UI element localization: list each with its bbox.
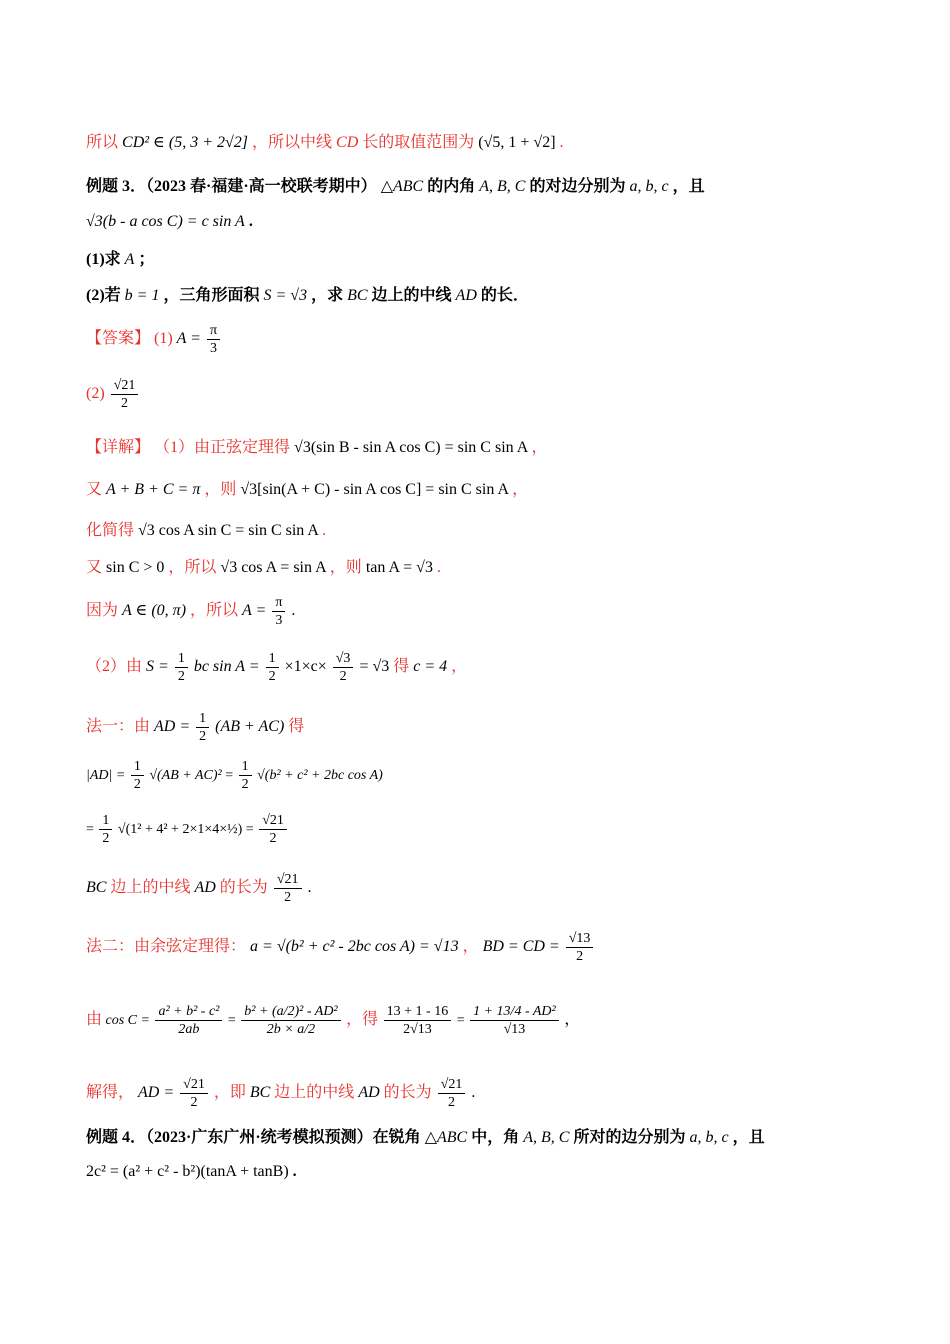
math: sin C > 0 (106, 559, 165, 576)
math: √3 cos A sin C = sin C sin A (138, 522, 319, 539)
text: ，求 (311, 287, 344, 304)
math: 2c² = (a² + c² - b²)(tanA + tanB) (86, 1163, 289, 1180)
math: CD (336, 134, 359, 151)
text: ，即 (213, 1084, 246, 1101)
denominator: 2 (269, 831, 277, 847)
text: (2) (86, 385, 105, 402)
math: △ABC (424, 1129, 468, 1146)
example-3-equation (86, 212, 253, 232)
text: （1）由正弦定理得 (154, 439, 291, 456)
example-4-title (86, 1128, 765, 1148)
text: 所以 (86, 134, 119, 151)
text: ，且 (672, 178, 705, 195)
math: b = 1 (124, 287, 160, 304)
denominator: 2 (121, 395, 128, 411)
text: . (291, 602, 296, 620)
text: 法二：由余弦定理得： (86, 938, 247, 955)
text: 长的取值范围为 (362, 134, 475, 151)
math: AD (455, 287, 477, 304)
math: △ABC (380, 178, 424, 195)
text: ； (138, 251, 155, 268)
question-2 (86, 286, 529, 306)
range-conclusion-line (86, 133, 564, 153)
math: cos C = (105, 1013, 150, 1028)
math: a, b, c (689, 1129, 729, 1146)
text: ，则 (329, 559, 362, 576)
method-1-substitution (86, 810, 289, 850)
numerator: 13 + 1 - 16 (384, 1003, 452, 1021)
text: ，所以 (190, 602, 239, 620)
denominator: 2 (133, 777, 141, 793)
math: = (227, 1013, 236, 1028)
fraction (207, 322, 220, 357)
text: 边上的中线 (274, 1084, 355, 1101)
math: a, b, c (629, 178, 669, 195)
numerator: 1 (196, 710, 209, 728)
text: 由 (86, 1011, 103, 1028)
method-1-vector-length (86, 756, 383, 796)
fraction (333, 650, 354, 685)
math: = (245, 822, 254, 837)
text: (2)若 (86, 287, 121, 304)
text: 边上的中线 (110, 879, 191, 896)
text: 所对的边分别为 (573, 1129, 686, 1146)
denominator: 2 (268, 668, 276, 684)
math: A, B, C (479, 178, 526, 195)
method-2-cosine (86, 994, 580, 1047)
numerator: 1 (175, 650, 188, 668)
math: A ∈ (0, π) (122, 602, 187, 620)
part-2-area (86, 645, 467, 689)
math: A = (242, 602, 267, 620)
numerator: √21 (438, 1076, 466, 1094)
text: . (559, 134, 564, 151)
fraction (155, 1003, 222, 1038)
numerator: √21 (111, 377, 139, 395)
text: (1) (154, 330, 173, 348)
math: A (124, 251, 135, 268)
text: 的长为 (219, 879, 268, 896)
answer-2 (86, 374, 140, 414)
text: ，三角形面积 (163, 287, 260, 304)
numerator: 1 (266, 650, 279, 668)
denominator: 2 (576, 948, 584, 964)
numerator: π (272, 594, 285, 612)
math: AD = (138, 1084, 175, 1101)
fraction (259, 812, 287, 847)
fraction (438, 1076, 466, 1111)
fraction (99, 812, 112, 847)
denominator: 2√13 (403, 1022, 432, 1038)
text: 得 (393, 658, 410, 675)
text: . (307, 879, 312, 896)
text: ， (462, 938, 479, 955)
fraction (175, 650, 188, 685)
example-4-equation (86, 1162, 297, 1182)
math: (AB + AC) (215, 718, 285, 735)
text: . (292, 1163, 297, 1180)
text: (1)求 (86, 251, 121, 268)
math: BC (249, 1084, 271, 1101)
text: 中，角 (471, 1129, 520, 1146)
fraction (384, 1003, 452, 1038)
numerator: 1 (239, 758, 252, 776)
math: S = √3 (263, 287, 308, 304)
detail-label: 【详解】 (86, 439, 151, 456)
text: （2）由 (86, 658, 143, 675)
math: √(1² + 4² + 2×1×4×½) (117, 822, 243, 837)
math: (√5, 1 + √2] (478, 134, 556, 151)
denominator: 2 (190, 1094, 198, 1110)
math: A = (176, 330, 201, 348)
question-1 (86, 250, 154, 270)
fraction (274, 871, 302, 906)
text: . (471, 1084, 476, 1101)
denominator: 2 (199, 728, 207, 744)
fraction (241, 1003, 340, 1038)
method-1-conclusion (86, 866, 312, 910)
text: ， (451, 658, 468, 675)
math: a = √(b² + c² - 2bc cos A) = √13 (250, 938, 459, 955)
math: = (456, 1013, 465, 1028)
fraction (180, 1076, 208, 1111)
denominator: 2 (241, 777, 249, 793)
numerator: 1 (131, 758, 144, 776)
math: A + B + C = π (106, 481, 201, 498)
answer-label: 【答案】 (86, 330, 151, 348)
math: BD = CD = (482, 938, 560, 955)
math: bc sin A = (193, 658, 260, 675)
math: √3(sin B - sin A cos C) = sin C sin A (294, 439, 528, 456)
text: 法一：由 (86, 718, 151, 735)
fraction (272, 594, 285, 629)
fraction (266, 650, 279, 685)
denominator: 2 (448, 1094, 455, 1110)
text: ，所以 (168, 559, 217, 576)
numerator: √21 (180, 1076, 208, 1094)
text: . (322, 522, 327, 539)
denominator: 3 (275, 613, 283, 628)
detail-5 (86, 594, 295, 629)
numerator: π (207, 322, 220, 340)
math: AD = (154, 718, 191, 735)
denominator: 2 (102, 831, 110, 847)
numerator: √21 (259, 812, 287, 830)
text: 例题 4．（2023·广东广州·统考模拟预测）在锐角 (86, 1129, 421, 1146)
text: 得 (288, 718, 305, 735)
numerator: b² + (a/2)² - AD² (241, 1003, 340, 1021)
detail-4 (86, 558, 441, 578)
text: ，所以中线 (252, 134, 333, 151)
math: BC (86, 879, 107, 896)
fraction (111, 377, 139, 412)
numerator: 1 (99, 812, 112, 830)
method-2-start (86, 925, 595, 969)
math: ×1×c× (284, 658, 327, 675)
detail-1 (86, 438, 547, 458)
text: 因为 (86, 602, 119, 620)
text: 的内角 (427, 178, 476, 195)
text: 的对边分别为 (529, 178, 626, 195)
text: 又 (86, 481, 103, 498)
fraction (470, 1003, 559, 1038)
example-3-title (86, 177, 705, 197)
text: 解得， (86, 1084, 135, 1101)
numerator: √3 (333, 650, 354, 668)
text: ， (531, 439, 548, 456)
detail-3 (86, 521, 326, 541)
text: ，且 (732, 1129, 765, 1146)
fraction (239, 758, 252, 793)
math: √(b² + c² + 2bc cos A) (257, 768, 383, 783)
denominator: 3 (209, 341, 217, 356)
method-2-conclusion (86, 1071, 475, 1115)
text: 例题 3．（2023 春·福建·高一校联考期中） (86, 178, 377, 195)
math: √3 cos A = sin A (220, 559, 326, 576)
text: ， (564, 1011, 581, 1028)
text: 的长为 (383, 1084, 432, 1101)
text: . (436, 559, 441, 576)
fraction (131, 758, 144, 793)
math: = (86, 822, 94, 837)
math: c = 4 (413, 658, 448, 675)
text: ，则 (204, 481, 237, 498)
text: ，得 (346, 1011, 379, 1028)
math: tan A = √3 (365, 559, 433, 576)
text: 边上的中线 (371, 287, 452, 304)
numerator: a² + b² - c² (155, 1003, 222, 1021)
denominator: 2 (339, 668, 347, 684)
math: AD (194, 879, 216, 896)
math: BC (347, 287, 368, 304)
math: √3[sin(A + C) - sin A cos C] = sin C sin A (240, 481, 509, 498)
numerator: √13 (566, 930, 594, 948)
math: A, B, C (523, 1129, 570, 1146)
text: ， (512, 481, 529, 498)
math: √(AB + AC)² (149, 768, 222, 783)
math: AD (358, 1084, 380, 1101)
numerator: 1 + 13/4 - AD² (470, 1003, 559, 1021)
fraction (196, 710, 209, 745)
math: = √3 (359, 658, 390, 675)
denominator: 2ab (178, 1022, 200, 1038)
math: S = (146, 658, 169, 675)
text: 又 (86, 559, 103, 576)
text: . (248, 213, 253, 230)
text: 的长． (480, 287, 529, 304)
math: CD² ∈ (5, 3 + 2√2] (122, 134, 249, 151)
fraction (566, 930, 594, 965)
math: = (225, 768, 234, 783)
detail-2 (86, 480, 528, 500)
denominator: √13 (503, 1022, 526, 1038)
text: 化简得 (86, 522, 135, 539)
numerator: √21 (274, 871, 302, 889)
method-1-start (86, 705, 304, 749)
math: √3(b - a cos C) = c sin A (86, 213, 245, 230)
denominator: 2 (284, 889, 292, 905)
math: |AD| = (86, 768, 126, 783)
denominator: 2 (177, 668, 185, 684)
answer-1 (86, 322, 222, 357)
denominator: 2b × a/2 (266, 1022, 316, 1038)
